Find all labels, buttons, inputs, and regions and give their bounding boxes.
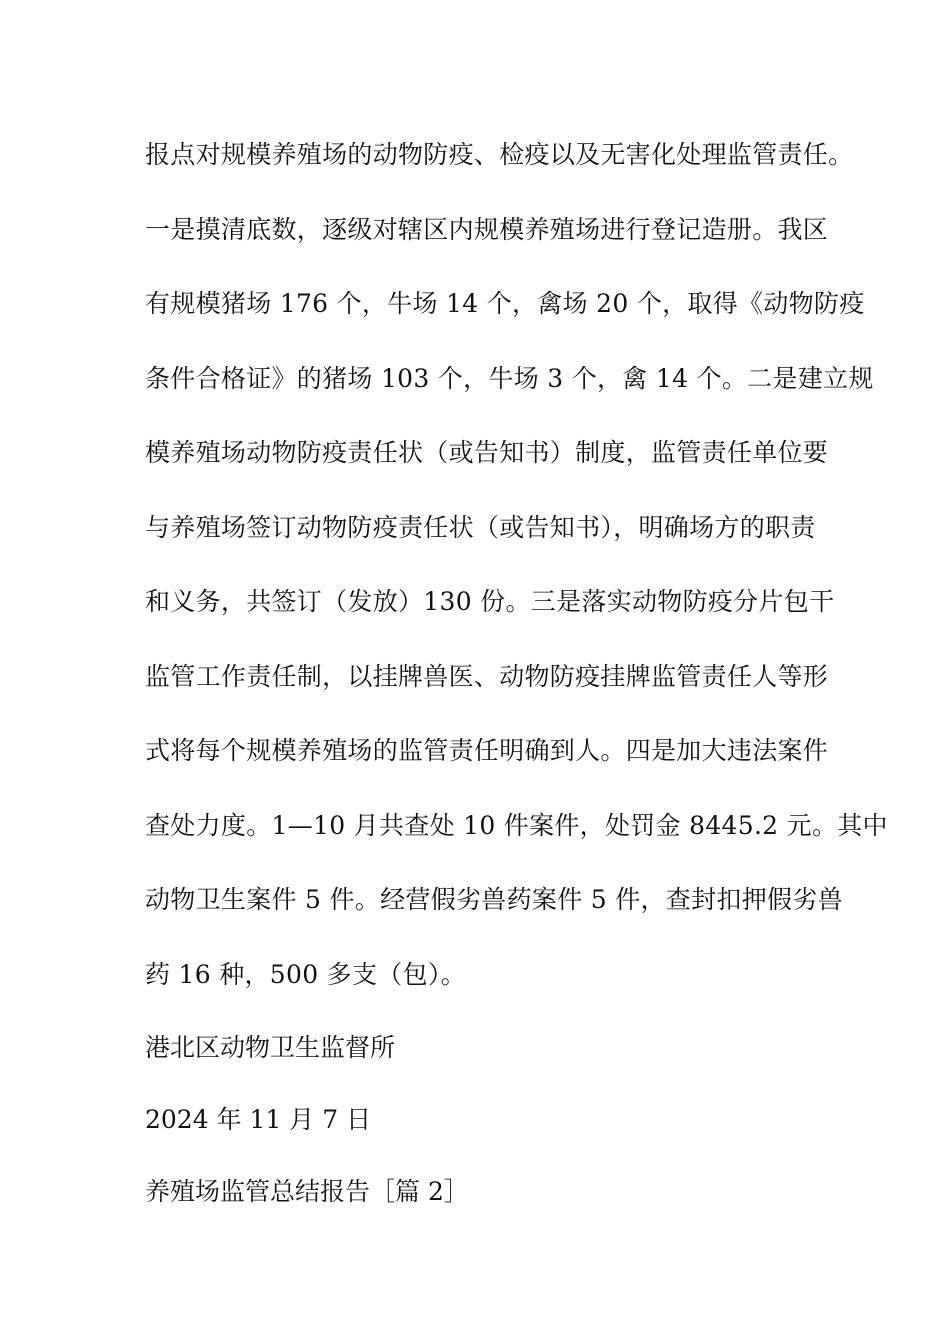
- paragraph-line: 条件合格证》的猪场 103 个，牛场 3 个，禽 14 个。二是建立规: [145, 363, 874, 393]
- report-footer: [145, 1024, 825, 1240]
- paragraph-line: 模养殖场动物防疫责任状（或告知书）制度，监管责任单位要: [145, 438, 829, 467]
- paragraph-line: 和义务，共签订（发放）130 份。三是落实动物防疫分片包干: [145, 587, 835, 616]
- paragraph-line: 动物卫生案件 5 件。经营假劣兽药案件 5 件，查封扣押假劣兽: [145, 885, 843, 914]
- paragraph-line: 式将每个规模养殖场的监管责任明确到人。四是加大违法案件: [145, 736, 829, 765]
- paragraph-line: 与养殖场签订动物防疫责任状（或告知书），明确场方的职责: [145, 512, 816, 542]
- paragraph-line: 查处力度。1—10 月共查处 10 件案件，处罚金 8445.2 元。其中: [145, 810, 888, 840]
- paragraph-line: 一是摸清底数，逐级对辖区内规模养殖场进行登记造册。我区: [145, 214, 829, 244]
- report-paragraph: [145, 129, 888, 1023]
- date: 2024 年 11 月 7 日: [145, 1105, 372, 1134]
- paragraph-line: 监管工作责任制，以挂牌兽医、动物防疫挂牌监管责任人等形: [145, 661, 829, 691]
- paragraph-line: 药 16 种，500 多支（包）。: [145, 959, 466, 989]
- signature: 港北区动物卫生监督所: [145, 1033, 396, 1062]
- paragraph-line: 有规模猪场 176 个，牛场 14 个，禽场 20 个，取得《动物防疫: [145, 289, 865, 318]
- paragraph-line: 报点对规模养殖场的动物防疫、检疫以及无害化处理监管责任。: [145, 140, 854, 169]
- section-heading: 养殖场监管总结报告［篇 2］: [145, 1177, 469, 1206]
